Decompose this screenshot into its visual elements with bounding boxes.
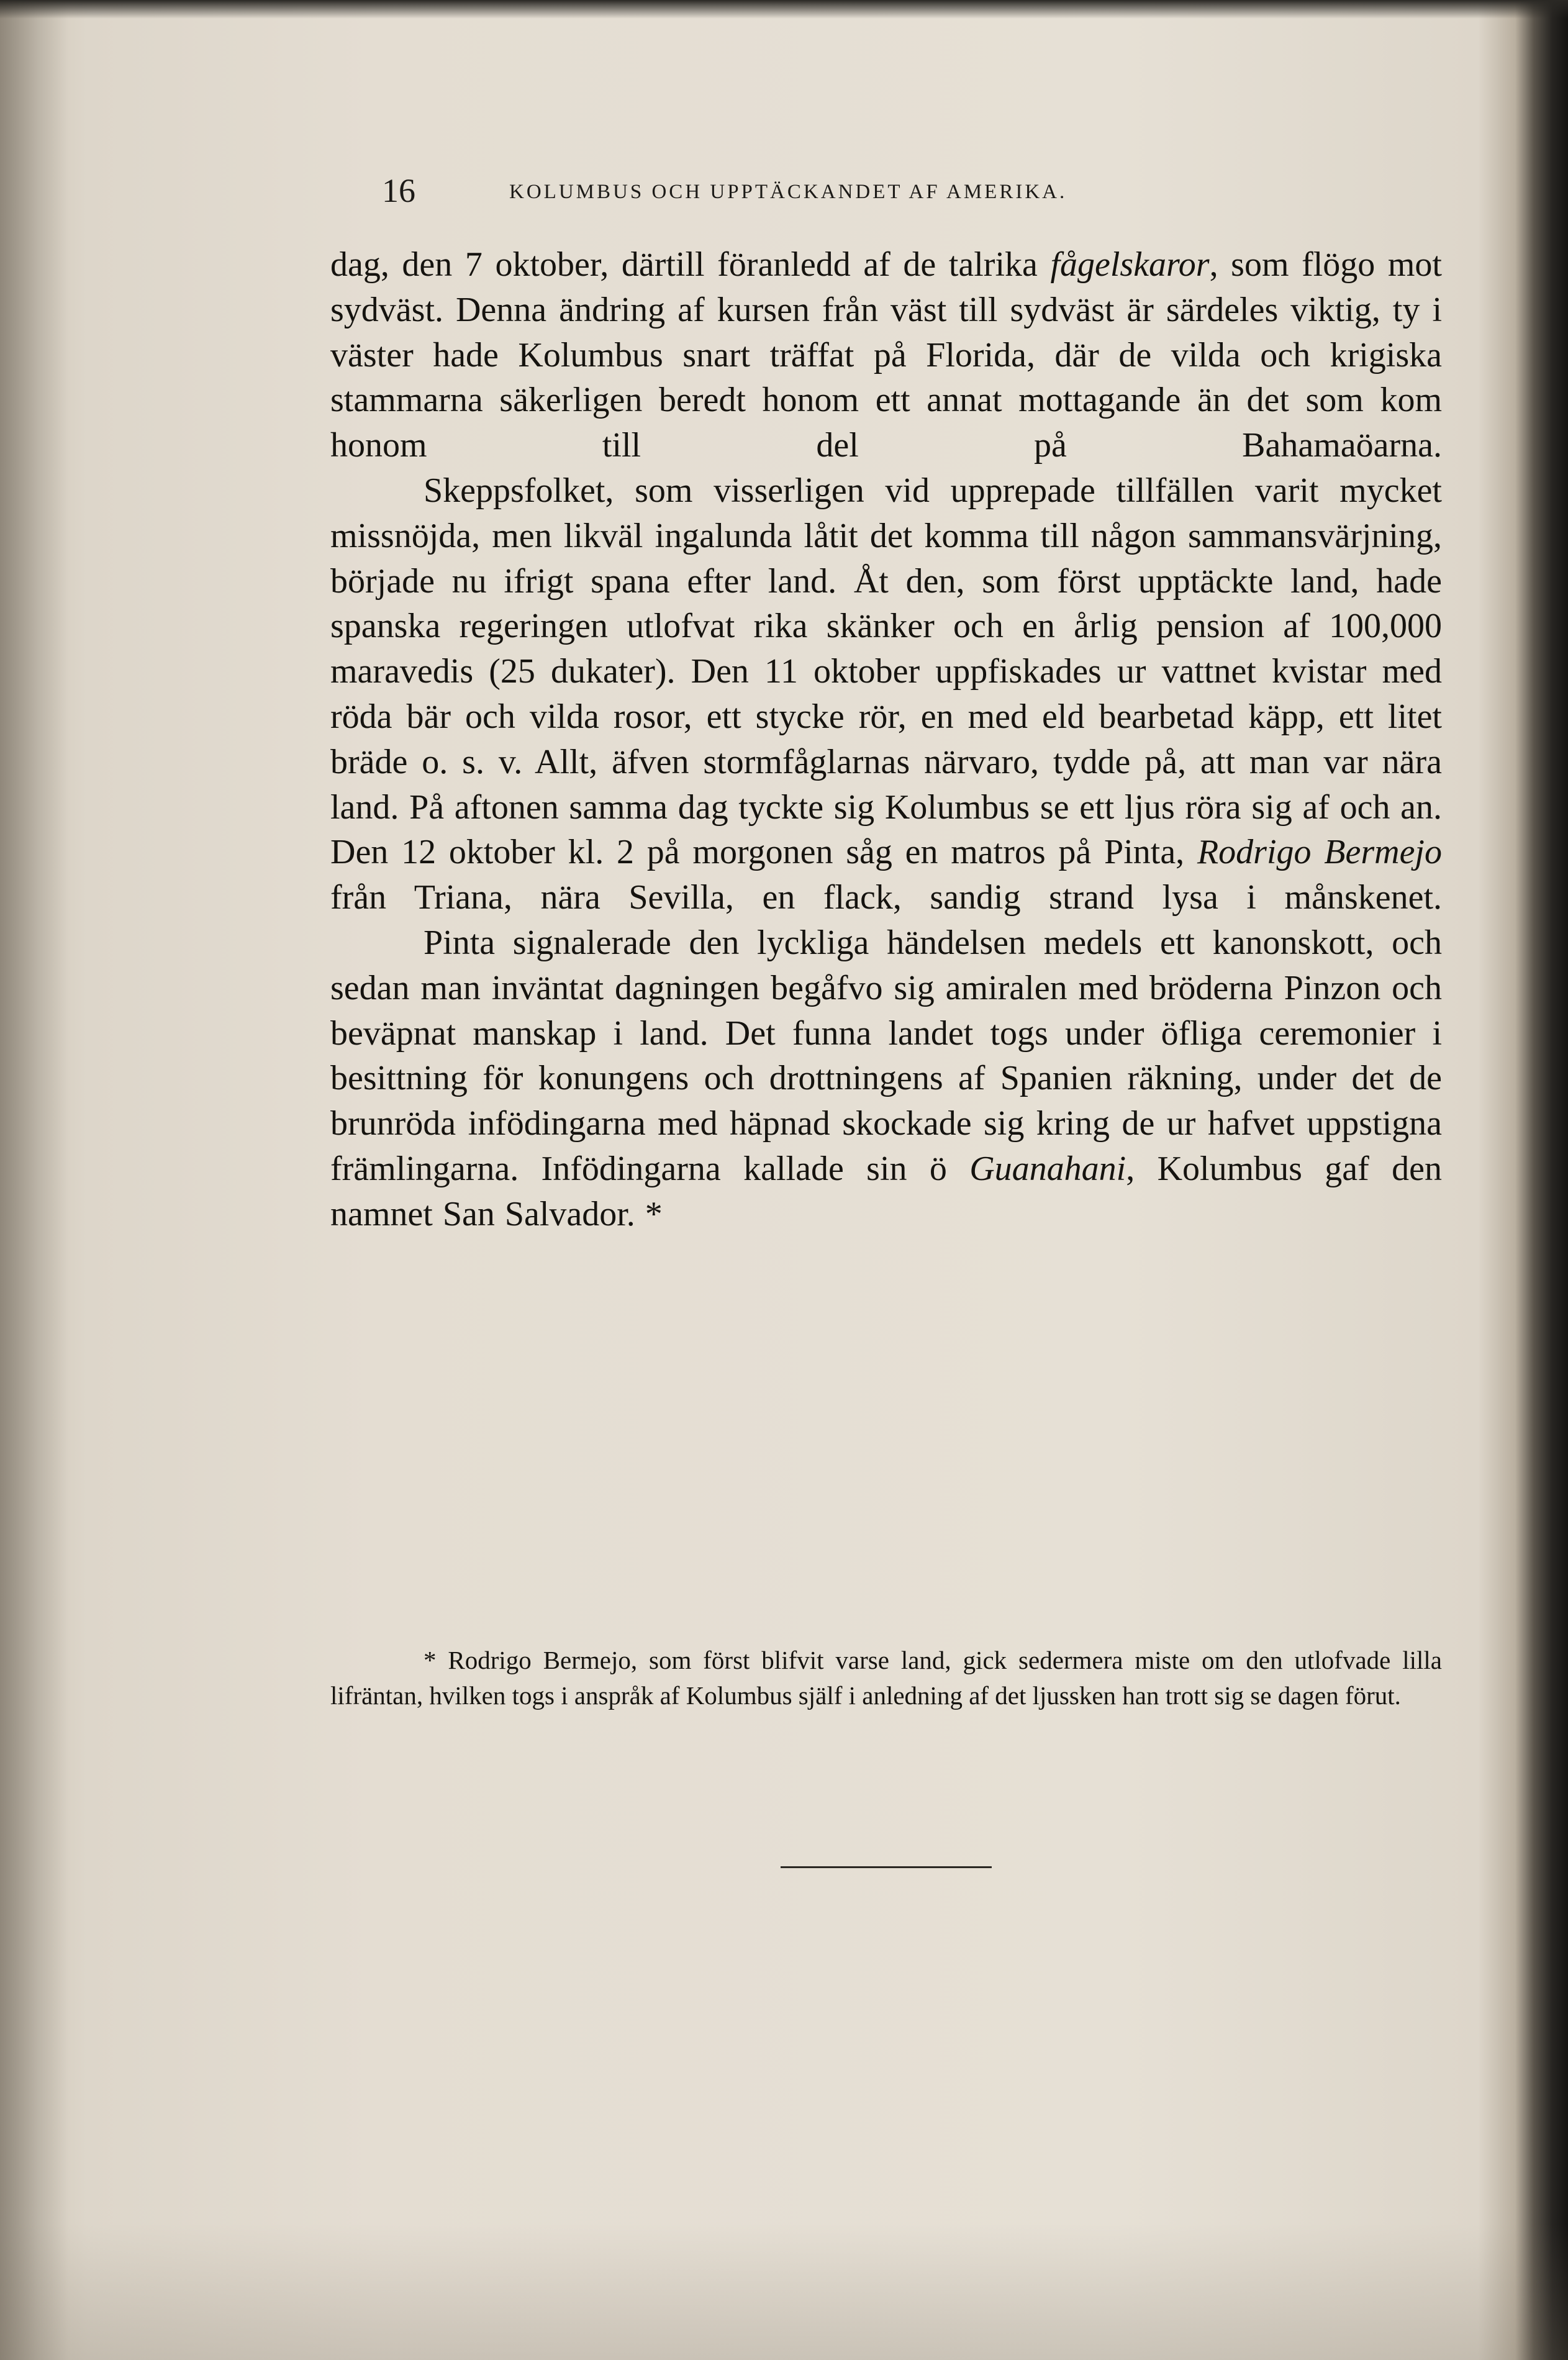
footnote — [330, 1643, 1442, 1713]
paragraph-2 — [330, 468, 1442, 920]
running-title: KOLUMBUS OCH UPPTÄCKANDET AF AMERIKA. — [509, 181, 1067, 203]
page-bottom-shading — [0, 2223, 1568, 2360]
body-text — [330, 242, 1442, 1237]
paragraph-3-run-3: , Kolumbus gaf den namnet San Salvador. * — [330, 1149, 1442, 1233]
paragraph-3-italic-name: Guanahani — [969, 1149, 1126, 1188]
footnote-text: * Rodrigo Bermejo, som först blifvit varse land, gick sedermera miste om den utlofvade lilla lifräntan, hvilken togs i anspråk af Kolumbus själf i anledning af det ljussken han trott sig se dagen förut. — [330, 1646, 1442, 1710]
page-number: 16 — [382, 172, 415, 209]
paragraph-2-run-1: Skeppsfolket, som visserligen vid upprepade tillfällen varit mycket missnöjda, men likväl ingalunda låtit det komma till någon sammansvärjning, började nu ifrigt spana efter land. Åt den, som först upptäckte land, hade spanska regeringen utlofvat rika skänker och en årlig pension af 100,000 maravedis (25 dukater). Den 11 oktober uppfiskades ur vattnet kvistar med röda bär och vilda rosor, ett stycke rör, en med eld bearbetad käpp, ett litet bräde o. s. v. Allt, äfven stormfåglarnas närvaro, tydde på, att man var nära land. På aftonen samma dag tyckte sig Kolumbus se ett ljus röra sig af och an. Den 12 oktober kl. 2 på morgonen såg en matros på Pinta, — [330, 471, 1442, 872]
paragraph-3-run-1: Pinta signalerade den lyckliga händelsen medels ett kanonskott, och sedan man inväntat dagningen begåfvo sig amiralen med bröderna Pinzon och beväpnat manskap i land. Det funna landet togs under öfliga ceremonier i besittning för konungens och drottningens af Spanien räkning, under det de brunröda infödingarna med häpnad skockade sig kring de ur hafvet uppstigna främlingarna. Infödingarna kallade sin ö — [330, 923, 1442, 1188]
paragraph-1-italic-term: fågelskaror — [1050, 245, 1210, 284]
page-header — [382, 171, 1438, 214]
paragraph-3 — [330, 920, 1442, 1237]
paragraph-1-run-1: dag, den 7 oktober, därtill föranledd af de talrika — [330, 245, 1051, 284]
paragraph-1-run-3: , som flögo mot sydväst. Denna ändring af kursen från väst till sydväst är särdeles viktig, ty i väster hade Kolumbus snart träffat på Florida, där de vilda och krigiska stammarna säkerligen beredt honom ett annat mottagande än det som kom honom till del på Bahamaöarna. — [330, 245, 1442, 465]
paragraph-1 — [330, 242, 1442, 468]
paragraph-2-run-3: från Triana, nära Sevilla, en flack, sandig strand lysa i månskenet. — [330, 878, 1442, 917]
book-gutter-shadow — [0, 0, 68, 2360]
paragraph-2-italic-name: Rodrigo Bermejo — [1197, 833, 1442, 872]
page-top-edge — [0, 0, 1568, 19]
end-rule — [781, 1866, 992, 1868]
